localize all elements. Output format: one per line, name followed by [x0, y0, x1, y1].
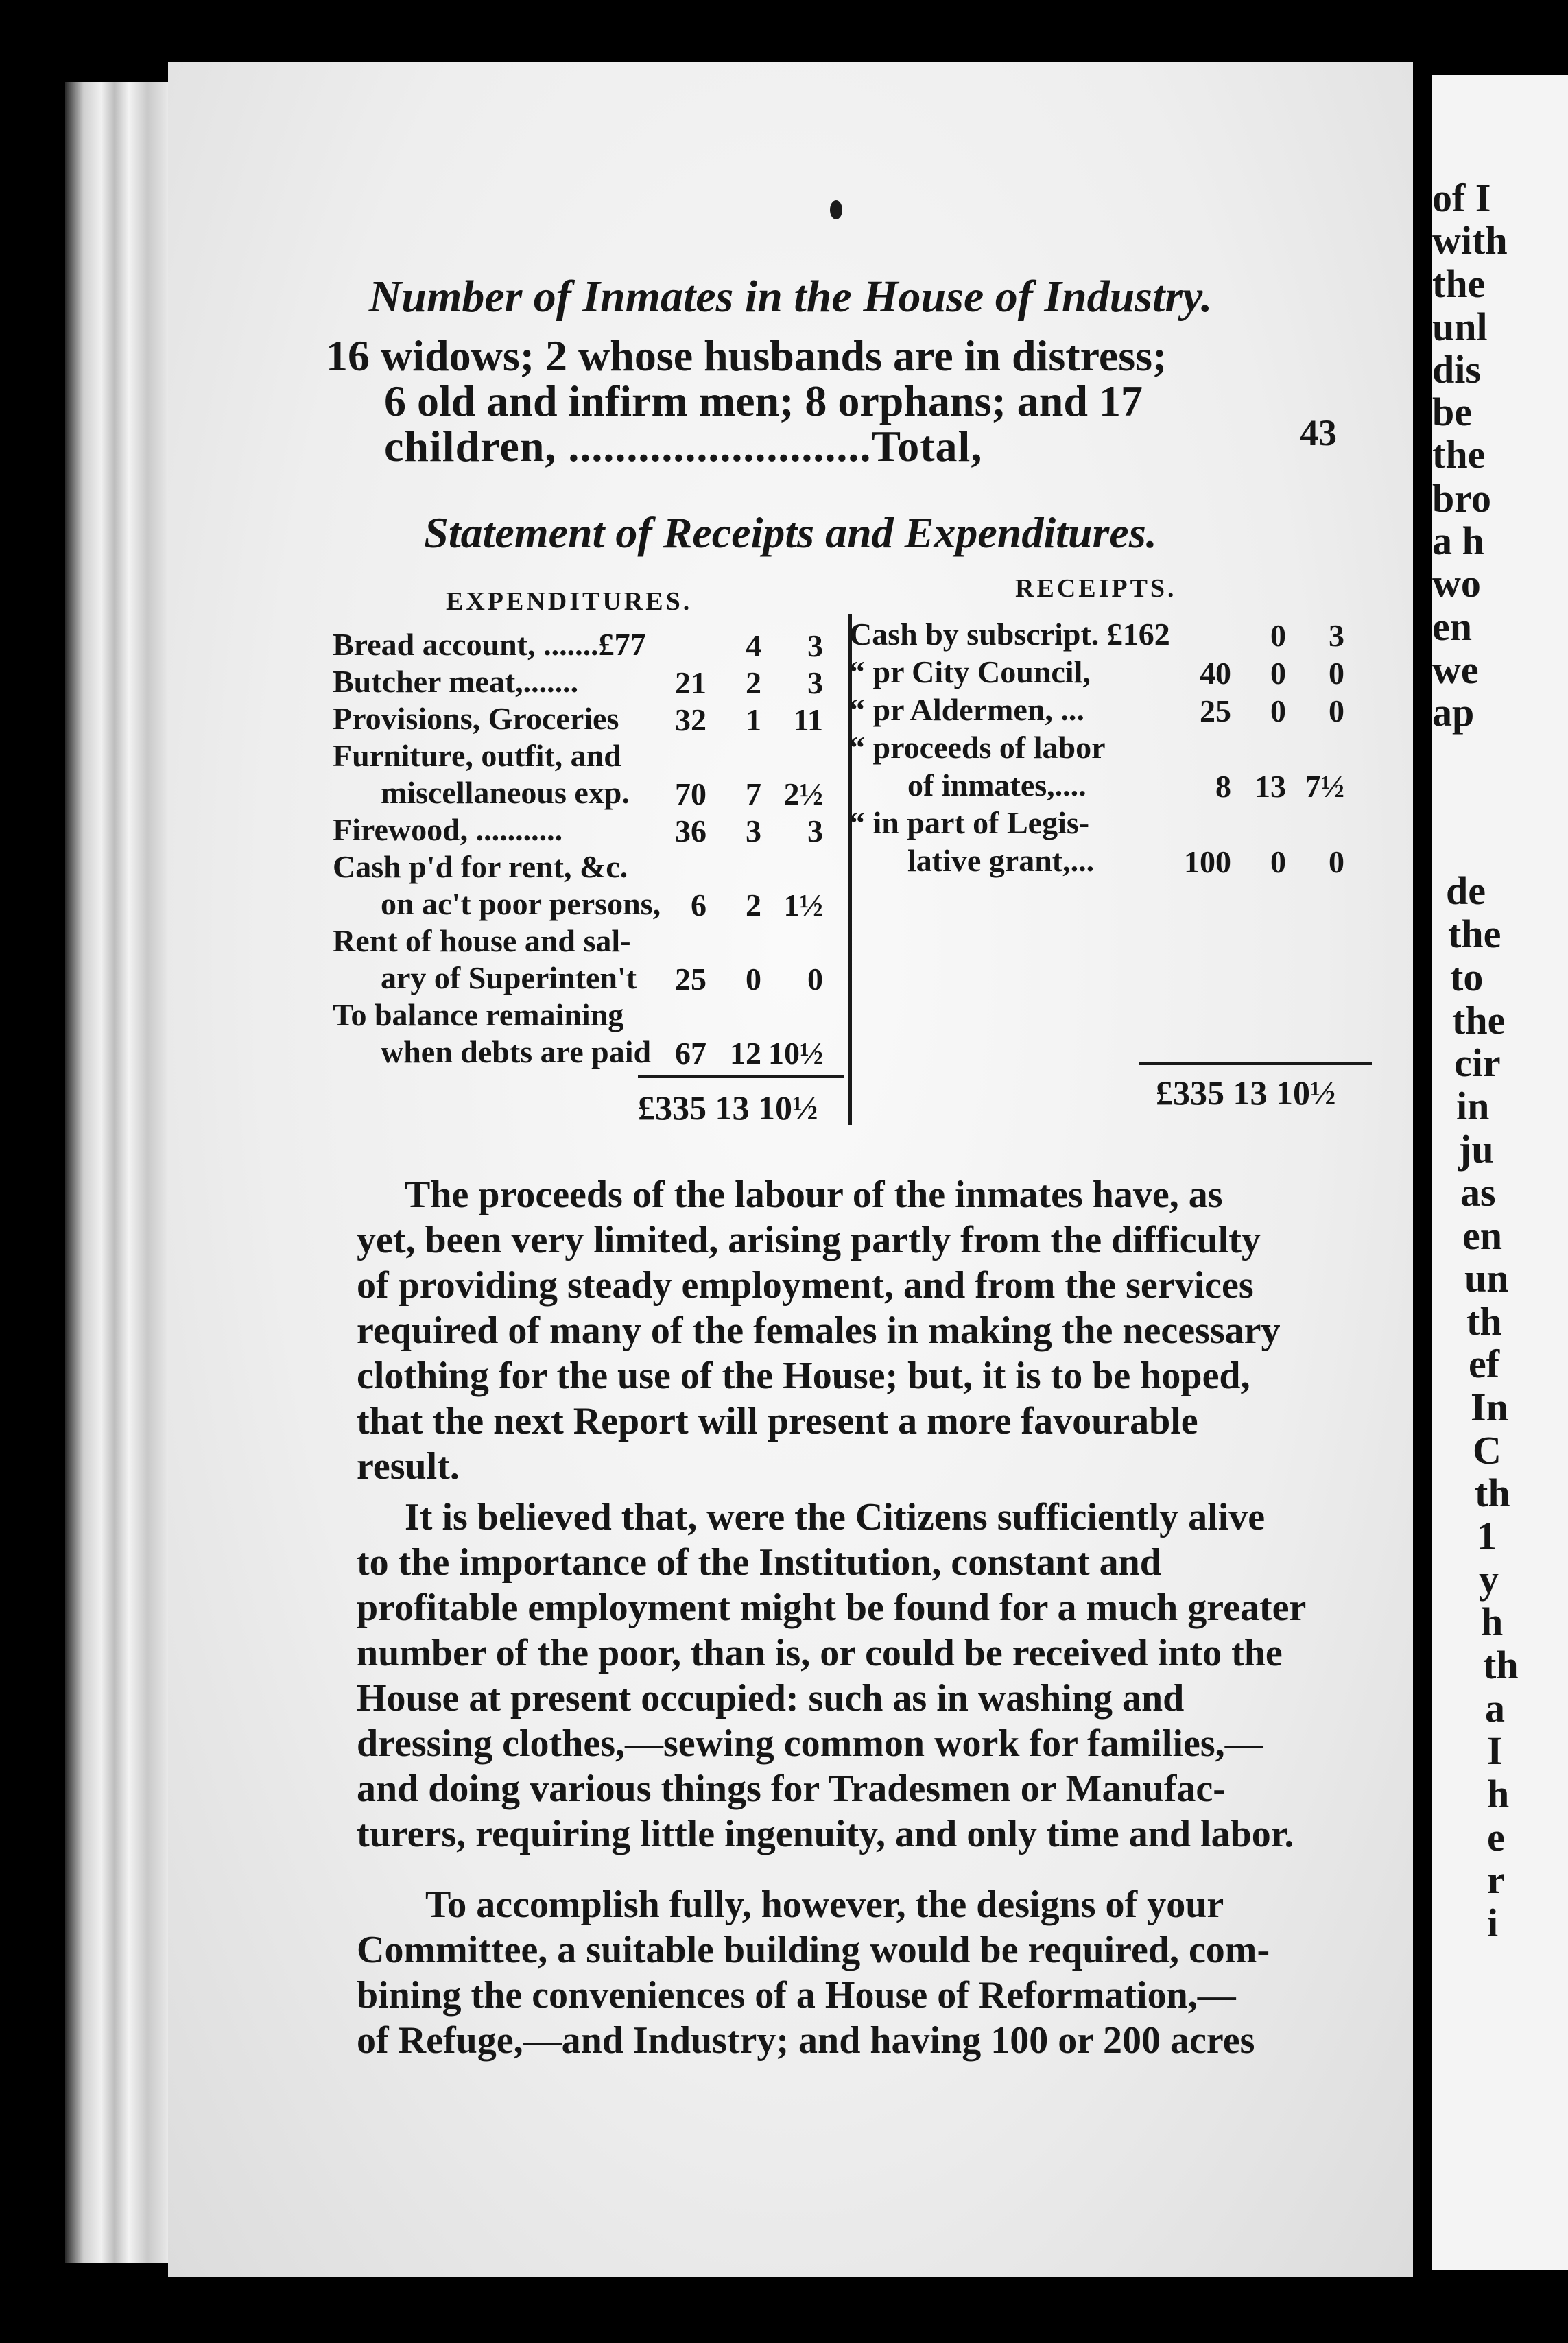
facing-page-line: un — [1464, 1256, 1509, 1300]
facing-page-line: cir — [1454, 1040, 1501, 1085]
column-divider — [848, 614, 852, 1125]
amount-pence: 0 — [807, 962, 823, 997]
table-row-label: miscellaneous exp. — [381, 775, 630, 810]
heading-statement: Statement of Receipts and Expenditures. — [424, 508, 1157, 557]
facing-page-line: th — [1475, 1471, 1510, 1515]
amount-pence: 3 — [1329, 618, 1344, 653]
amount-pounds: 8 — [1215, 769, 1231, 804]
amount-pence: 0 — [1329, 693, 1344, 728]
facing-page-line: r — [1487, 1857, 1505, 1902]
amount-pounds: 36 — [675, 813, 706, 848]
table-row-label: “ in part of Legis- — [849, 805, 1090, 840]
receipts-total: £335 13 10½ — [1156, 1073, 1336, 1112]
table-row-label: ary of Superinten't — [381, 960, 637, 995]
expenditures-total: £335 13 10½ — [638, 1089, 818, 1127]
paragraph-line: yet, been very limited, arising partly from the difficulty — [357, 1219, 1261, 1261]
facing-page-line: wo — [1432, 561, 1481, 606]
facing-page-line: we — [1432, 647, 1479, 692]
facing-page-line: y — [1479, 1557, 1499, 1602]
facing-page-line: the — [1448, 912, 1501, 956]
table-row-label: To balance remaining — [333, 997, 624, 1032]
amount-pounds: 6 — [691, 888, 706, 923]
facing-page-line: dis — [1432, 347, 1481, 392]
facing-page-line: I — [1487, 1728, 1503, 1773]
amount-shillings: 0 — [1270, 693, 1286, 728]
amount-shillings: 1 — [746, 702, 761, 737]
facing-page-line: en — [1462, 1213, 1502, 1258]
heading-inmates: Number of Inmates in the House of Industry. — [368, 272, 1213, 322]
facing-page-line: ju — [1458, 1127, 1494, 1172]
paragraph-line: bining the conveniences of a House of Reformation,— — [357, 1974, 1236, 2017]
amount-pence: 2½ — [783, 776, 823, 811]
facing-page-fragment — [1432, 75, 1568, 2270]
page-number — [830, 200, 842, 219]
table-row-label: lative grant,... — [907, 843, 1095, 878]
amount-shillings: 3 — [746, 813, 761, 848]
amount-pence: 0 — [1329, 656, 1344, 691]
amount-pence: 10½ — [768, 1036, 824, 1071]
paragraph-line: of Refuge,—and Industry; and having 100 or 200 acres — [357, 2019, 1255, 2062]
facing-page-line: en — [1432, 604, 1472, 649]
paragraph-line: House at present occupied: such as in washing and — [357, 1677, 1185, 1720]
amount-pounds: 32 — [675, 702, 706, 737]
facing-page-line: 1 — [1477, 1514, 1497, 1558]
table-row-label: “ pr Aldermen, ... — [849, 692, 1084, 727]
amount-pounds: 67 — [675, 1036, 706, 1071]
inmates-line: 6 old and infirm men; 8 orphans; and 17 — [384, 377, 1143, 425]
table-row-label: Cash by subscript. £162 — [849, 617, 1170, 652]
paragraph-line: of providing steady employment, and from the services — [357, 1264, 1254, 1307]
paragraph-line: Committee, a suitable building would be required, com- — [357, 1929, 1270, 1971]
amount-pence: 3 — [807, 628, 823, 663]
table-row-label: Bread account, .......£77 — [333, 627, 646, 662]
amount-pounds: 25 — [675, 962, 706, 997]
amount-shillings: 0 — [1270, 844, 1286, 879]
table-row-label: Rent of house and sal- — [333, 923, 631, 958]
facing-page-line: ef — [1469, 1342, 1500, 1386]
facing-page-line: the — [1432, 432, 1486, 477]
table-row-label: when debts are paid — [381, 1034, 652, 1069]
amount-pence: 0 — [1329, 844, 1344, 879]
paragraph-line: dressing clothes,—sewing common work for families,— — [357, 1722, 1263, 1765]
adjacent-page-edge — [65, 82, 168, 2263]
amount-shillings: 2 — [746, 665, 761, 700]
paragraph-line: clothing for the use of the House; but, it is to be hoped, — [357, 1355, 1250, 1397]
table-row-label: “ pr City Council, — [849, 654, 1091, 689]
facing-page-line: C — [1473, 1428, 1501, 1473]
table-row-label: Butcher meat,....... — [333, 664, 579, 699]
table-row-label: on ac't poor persons, — [381, 886, 661, 921]
facing-page-line: a h — [1432, 519, 1484, 563]
facing-page-line: th — [1466, 1299, 1502, 1344]
inmates-line: 16 widows; 2 whose husbands are in distress; — [326, 331, 1167, 380]
facing-page-line: the — [1432, 261, 1486, 306]
amount-pence: 3 — [807, 813, 823, 848]
amount-pence: 1½ — [783, 888, 823, 923]
amount-shillings: 13 — [1255, 769, 1286, 804]
facing-page-line: a — [1485, 1686, 1505, 1731]
inmates-line: children, ..........................Total, — [384, 422, 983, 471]
paragraph-line: profitable employment might be found for a much greater — [357, 1586, 1307, 1629]
amount-pounds: 25 — [1200, 693, 1231, 728]
paragraph-line: result. — [357, 1445, 460, 1488]
inmates-total: 43 — [1300, 412, 1337, 453]
facing-page-line: as — [1460, 1170, 1496, 1215]
paragraph-line: required of many of the females in making the necessary — [357, 1309, 1281, 1352]
facing-page-line: unl — [1432, 305, 1488, 349]
table-row-label: of inmates,.... — [907, 768, 1086, 802]
paragraph-line: turers, requiring little ingenuity, and only time and labor. — [357, 1813, 1294, 1855]
facing-page-line: i — [1487, 1901, 1499, 1945]
receipts-header: RECEIPTS. — [1015, 574, 1177, 603]
table-row-label: Firewood, ........... — [333, 812, 563, 847]
paragraph-line: number of the poor, than is, or could be received into the — [357, 1632, 1283, 1674]
paragraph-line: and doing various things for Tradesmen or Manufac- — [357, 1768, 1226, 1810]
facing-page-line: h — [1481, 1599, 1504, 1644]
table-row-label: Provisions, Groceries — [333, 701, 619, 736]
amount-pence: 3 — [807, 665, 823, 700]
facing-page-line: the — [1452, 998, 1506, 1043]
facing-page-line: of I — [1432, 176, 1491, 220]
table-row-label: Cash p'd for rent, &c. — [333, 849, 628, 884]
paragraph-line: that the next Report will present a more favourable — [357, 1400, 1198, 1442]
facing-page-line: h — [1487, 1772, 1510, 1816]
amount-shillings: 12 — [730, 1036, 761, 1071]
amount-shillings: 2 — [746, 888, 761, 923]
amount-pounds: 70 — [675, 776, 706, 811]
expenditures-header: EXPENDITURES. — [446, 587, 693, 616]
amount-pounds: 40 — [1200, 656, 1231, 691]
facing-page-line: In — [1471, 1385, 1508, 1429]
paragraph-line: The proceeds of the labour of the inmates have, as — [405, 1174, 1223, 1216]
table-row-label: Furniture, outfit, and — [333, 738, 621, 773]
paragraph-line: to the importance of the Institution, constant and — [357, 1541, 1161, 1584]
facing-page-line: e — [1487, 1815, 1505, 1859]
total-rule — [638, 1075, 844, 1078]
facing-page-line: bro — [1432, 476, 1491, 521]
facing-page-line: in — [1456, 1084, 1490, 1128]
table-row-label: “ proceeds of labor — [849, 730, 1106, 765]
amount-pence: 7½ — [1305, 769, 1344, 804]
facing-page-line: be — [1432, 390, 1472, 434]
amount-shillings: 4 — [746, 628, 761, 663]
amount-pounds: 21 — [675, 665, 706, 700]
amount-shillings: 0 — [1270, 656, 1286, 691]
facing-page-line: with — [1432, 218, 1508, 263]
amount-shillings: 0 — [1270, 618, 1286, 653]
facing-page-line: ap — [1432, 690, 1475, 735]
total-rule — [1139, 1062, 1372, 1065]
amount-shillings: 0 — [746, 962, 761, 997]
paragraph-line: It is believed that, were the Citizens sufficiently alive — [405, 1496, 1266, 1538]
amount-shillings: 7 — [746, 776, 761, 811]
amount-pounds: 100 — [1184, 844, 1231, 879]
facing-page-line: th — [1483, 1643, 1519, 1687]
paragraph-line: To accomplish fully, however, the designs of your — [425, 1883, 1224, 1926]
amount-pence: 11 — [793, 702, 823, 737]
facing-page-line: to — [1450, 955, 1484, 999]
facing-page-line: de — [1446, 868, 1486, 913]
